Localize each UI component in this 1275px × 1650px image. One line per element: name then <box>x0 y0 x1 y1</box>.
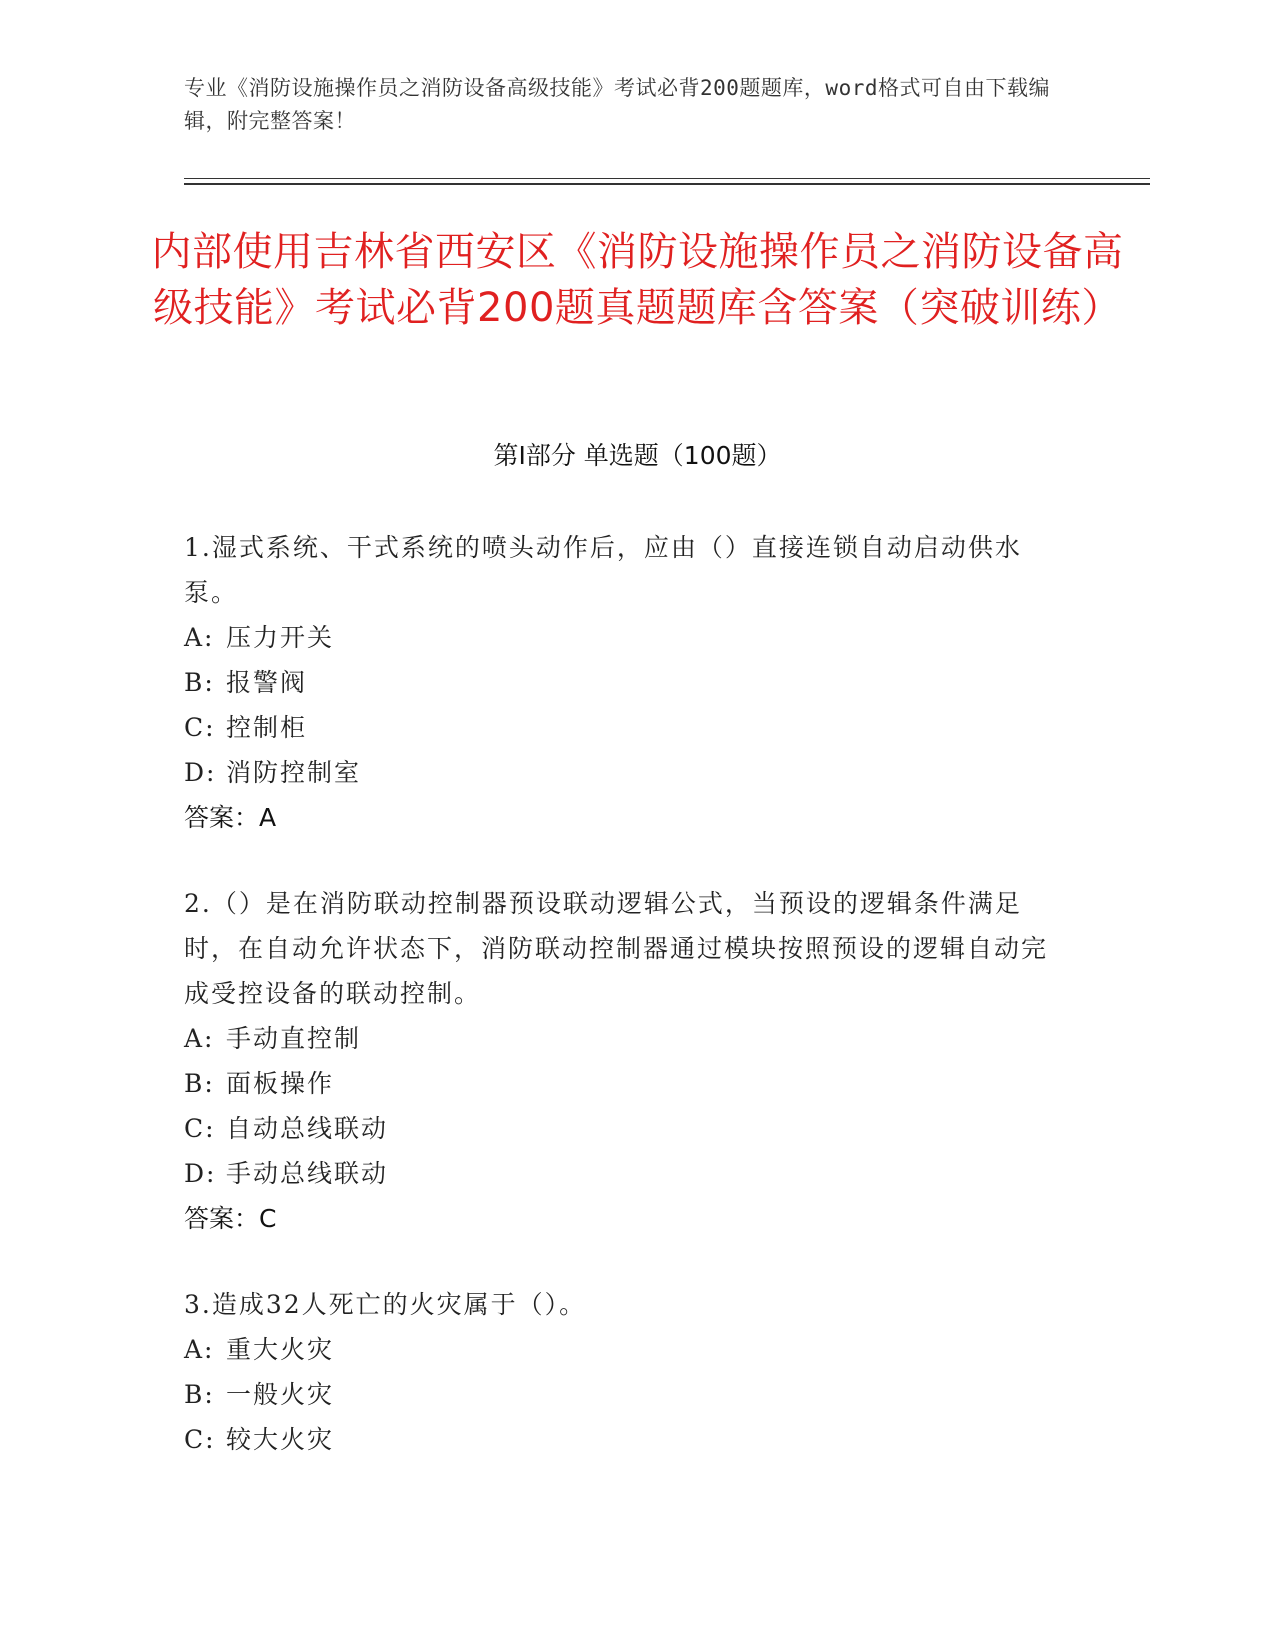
option-text: 重大火灾 <box>226 1335 335 1364</box>
option-c <box>184 1417 1064 1462</box>
option-b <box>184 1372 1064 1417</box>
option-b <box>184 660 1064 705</box>
option-text: 压力开关 <box>226 623 335 652</box>
question-stem: 2.（）是在消防联动控制器预设联动逻辑公式，当预设的逻辑条件满足时，在自动允许状态下，消防联动控制器通过模块按照预设的逻辑自动完成受控设备的联动控制。 <box>184 889 1049 1008</box>
option-key: B: <box>184 668 215 697</box>
option-a <box>184 615 1064 660</box>
option-a <box>184 1327 1064 1372</box>
option-c <box>184 1106 1064 1151</box>
option-d <box>184 1151 1064 1196</box>
answer-line: 答案：A <box>184 803 277 832</box>
question-stem: 3.造成32人死亡的火灾属于（）。 <box>184 1290 587 1319</box>
header-divider-thick <box>184 183 1150 185</box>
question-1 <box>184 525 1064 840</box>
header-note: 专业《消防设施操作员之消防设备高级技能》考试必背200题题库，word格式可自由下载编辑，附完整答案！ <box>184 76 1050 133</box>
option-a <box>184 1016 1064 1061</box>
question-stem: 1.湿式系统、干式系统的喷头动作后，应由（）直接连锁自动启动供水泵。 <box>184 533 1022 607</box>
question-3 <box>184 1282 1064 1462</box>
option-key: C: <box>184 1425 216 1454</box>
option-key: B: <box>184 1069 215 1098</box>
option-text: 报警阀 <box>226 668 308 697</box>
option-text: 消防控制室 <box>226 758 362 787</box>
header-divider <box>184 178 1150 179</box>
option-key: A: <box>184 1335 215 1364</box>
option-b <box>184 1061 1064 1106</box>
option-d <box>184 750 1064 795</box>
option-text: 一般火灾 <box>226 1380 335 1409</box>
answer-line: 答案：C <box>184 1204 277 1233</box>
option-key: A: <box>184 1024 215 1053</box>
option-key: C: <box>184 713 216 742</box>
question-2 <box>184 881 1064 1241</box>
question-list <box>184 525 1064 1503</box>
option-text: 控制柜 <box>226 713 308 742</box>
option-key: B: <box>184 1380 215 1409</box>
option-text: 手动直控制 <box>226 1024 362 1053</box>
option-text: 面板操作 <box>226 1069 335 1098</box>
section-heading: 第I部分 单选题（100题） <box>493 441 782 470</box>
option-text: 手动总线联动 <box>226 1159 389 1188</box>
option-key: A: <box>184 623 215 652</box>
option-text: 自动总线联动 <box>226 1114 389 1143</box>
option-text: 较大火灾 <box>226 1425 335 1454</box>
option-key: D: <box>184 1159 217 1188</box>
option-c <box>184 705 1064 750</box>
option-key: C: <box>184 1114 216 1143</box>
document-title: 内部使用吉林省西安区《消防设施操作员之消防设备高级技能》考试必背200题真题题库含答案（突破训练） <box>151 229 1124 331</box>
option-key: D: <box>184 758 217 787</box>
